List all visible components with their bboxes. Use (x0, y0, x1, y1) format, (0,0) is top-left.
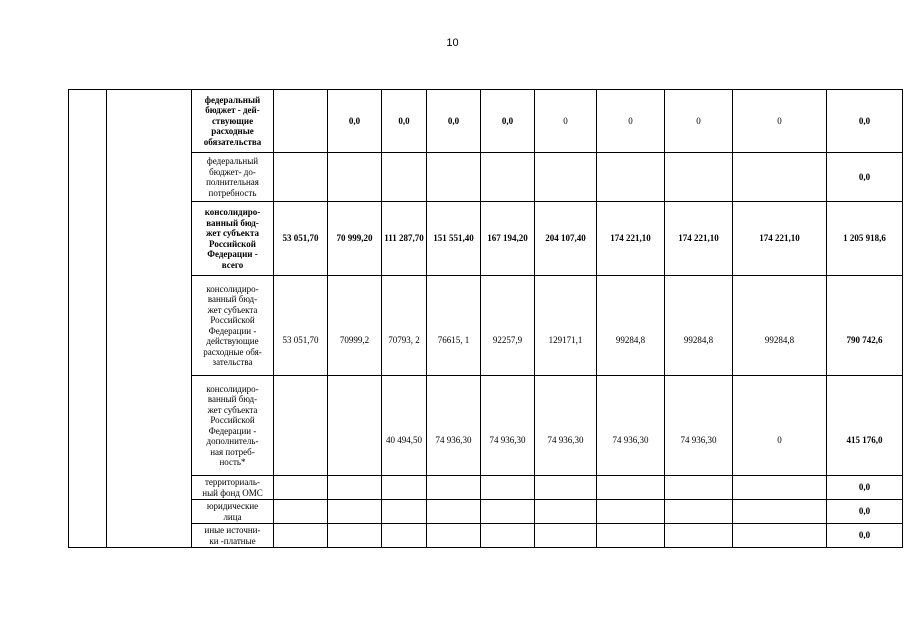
label-line: лица (223, 511, 242, 522)
label-line: территориаль- (204, 477, 261, 487)
value-cell (274, 476, 328, 500)
value-cell (274, 500, 328, 524)
label-line: бюджет - дей- (205, 105, 260, 116)
value-cell (382, 476, 427, 500)
label-line: консолидиро- (206, 383, 259, 394)
value-cell: 70793, 2 (382, 276, 427, 376)
value-cell: 174 221,10 (597, 202, 665, 276)
value-cell: 74 936,30 (597, 376, 665, 476)
value-cell (328, 476, 382, 500)
total-cell: 790 742,6 (827, 276, 903, 376)
value-cell: 74 936,30 (481, 376, 535, 476)
value-cell: 174 221,10 (733, 202, 827, 276)
value-cell (665, 476, 733, 500)
label-line: дополнитель- (206, 436, 259, 446)
value-cell (382, 500, 427, 524)
value-cell (328, 376, 382, 476)
value-cell: 0,0 (427, 90, 481, 153)
total-cell: 0,0 (827, 524, 903, 548)
label-line: Российской (209, 238, 256, 249)
value-cell: 70 999,20 (328, 202, 382, 276)
table-row (69, 500, 903, 524)
value-cell (274, 90, 328, 153)
table-row (69, 476, 903, 500)
label-line: ванный бюд- (207, 294, 258, 304)
value-cell (597, 524, 665, 548)
value-cell (665, 524, 733, 548)
label-line: Федерации - (208, 325, 257, 336)
label-line: ный фонд ОМС (202, 487, 263, 498)
value-cell: 129171,1 (535, 276, 597, 376)
value-cell (535, 500, 597, 524)
value-cell: 76615, 1 (427, 276, 481, 376)
row-number-cell (69, 90, 107, 548)
table-row (69, 153, 903, 202)
table-row (69, 524, 903, 548)
value-cell: 0 (665, 90, 733, 153)
label-line: жет субъекта (205, 228, 260, 238)
value-cell (328, 524, 382, 548)
label-line: иные источни- (204, 525, 261, 535)
value-cell: 0 (733, 90, 827, 153)
page-number: 10 (446, 37, 459, 49)
funding-source-label (192, 524, 274, 548)
value-cell (382, 153, 427, 202)
value-cell: 92257,9 (481, 276, 535, 376)
label-line: действующие (206, 336, 259, 346)
value-cell: 0 (733, 376, 827, 476)
label-line: расходные обя- (203, 346, 262, 357)
funding-source-label (192, 202, 274, 276)
value-cell (274, 376, 328, 476)
total-cell: 1 205 918,6 (827, 202, 903, 276)
label-line: ность* (219, 457, 246, 467)
value-cell: 53 051,70 (274, 276, 328, 376)
value-cell (274, 524, 328, 548)
total-cell: 415 176,0 (827, 376, 903, 476)
value-cell (427, 153, 481, 202)
table-row (69, 376, 903, 476)
label-line: ная потреб- (210, 446, 255, 457)
label-line: юридические (206, 501, 259, 511)
value-cell (427, 476, 481, 500)
total-cell: 0,0 (827, 476, 903, 500)
label-line: Российской (210, 415, 255, 425)
label-line: федеральный (206, 156, 259, 166)
label-line: бюджет- до- (209, 166, 256, 177)
label-line: полнительная (206, 177, 259, 187)
label-line: ванный бюд- (206, 217, 259, 228)
value-cell (665, 153, 733, 202)
value-cell (535, 153, 597, 202)
value-cell: 0 (597, 90, 665, 153)
value-cell (597, 500, 665, 524)
funding-source-label (192, 476, 274, 500)
value-cell: 74 936,30 (665, 376, 733, 476)
value-cell (665, 500, 733, 524)
value-cell: 0,0 (382, 90, 427, 153)
value-cell: 111 287,70 (382, 202, 427, 276)
label-line: ванный бюд- (207, 394, 258, 404)
label-line: Федерации - (208, 425, 257, 436)
total-cell: 0,0 (827, 153, 903, 202)
table-row (69, 90, 903, 153)
value-cell: 0,0 (328, 90, 382, 153)
value-cell (274, 153, 328, 202)
label-line: консолидиро- (206, 283, 259, 294)
value-cell (328, 153, 382, 202)
value-cell (733, 524, 827, 548)
funding-source-label (192, 153, 274, 202)
value-cell (733, 500, 827, 524)
measure-name-cell (107, 90, 192, 548)
value-cell (481, 153, 535, 202)
value-cell: 0,0 (481, 90, 535, 153)
value-cell (382, 524, 427, 548)
label-line: ки -платные (209, 535, 256, 546)
value-cell (733, 153, 827, 202)
label-line: консолидиро- (204, 207, 261, 217)
label-line: расходные (211, 126, 254, 137)
value-cell: 204 107,40 (535, 202, 597, 276)
value-cell (733, 476, 827, 500)
table-row (69, 202, 903, 276)
value-cell: 70999,2 (328, 276, 382, 376)
label-line: Российской (210, 315, 255, 325)
funding-source-label (192, 376, 274, 476)
label-line: федеральный (204, 94, 261, 105)
value-cell (427, 500, 481, 524)
label-line: ствующие (211, 115, 254, 126)
value-cell (597, 476, 665, 500)
total-cell: 0,0 (827, 90, 903, 153)
value-cell (481, 500, 535, 524)
value-cell: 151 551,40 (427, 202, 481, 276)
value-cell: 0 (535, 90, 597, 153)
funding-source-label (192, 90, 274, 153)
label-line: жет субъекта (207, 304, 258, 315)
table-row (69, 276, 903, 376)
label-line: обязательства (203, 136, 262, 147)
budget-table (68, 89, 903, 548)
value-cell: 74 936,30 (535, 376, 597, 476)
label-line: всего (221, 259, 244, 270)
value-cell (427, 524, 481, 548)
value-cell (535, 524, 597, 548)
value-cell (535, 476, 597, 500)
value-cell: 40 494,50 (382, 376, 427, 476)
value-cell: 74 936,30 (427, 376, 481, 476)
value-cell: 99284,8 (733, 276, 827, 376)
label-line: зательства (212, 357, 253, 367)
value-cell: 53 051,70 (274, 202, 328, 276)
funding-source-label (192, 276, 274, 376)
label-line: Федерации - (207, 249, 258, 259)
label-line: потребность (208, 187, 257, 198)
value-cell: 174 221,10 (665, 202, 733, 276)
label-line: жет субъекта (207, 404, 258, 415)
value-cell (481, 524, 535, 548)
value-cell: 99284,8 (597, 276, 665, 376)
funding-source-label (192, 500, 274, 524)
value-cell (481, 476, 535, 500)
value-cell: 167 194,20 (481, 202, 535, 276)
value-cell: 99284,8 (665, 276, 733, 376)
value-cell (597, 153, 665, 202)
value-cell (328, 500, 382, 524)
total-cell: 0,0 (827, 500, 903, 524)
